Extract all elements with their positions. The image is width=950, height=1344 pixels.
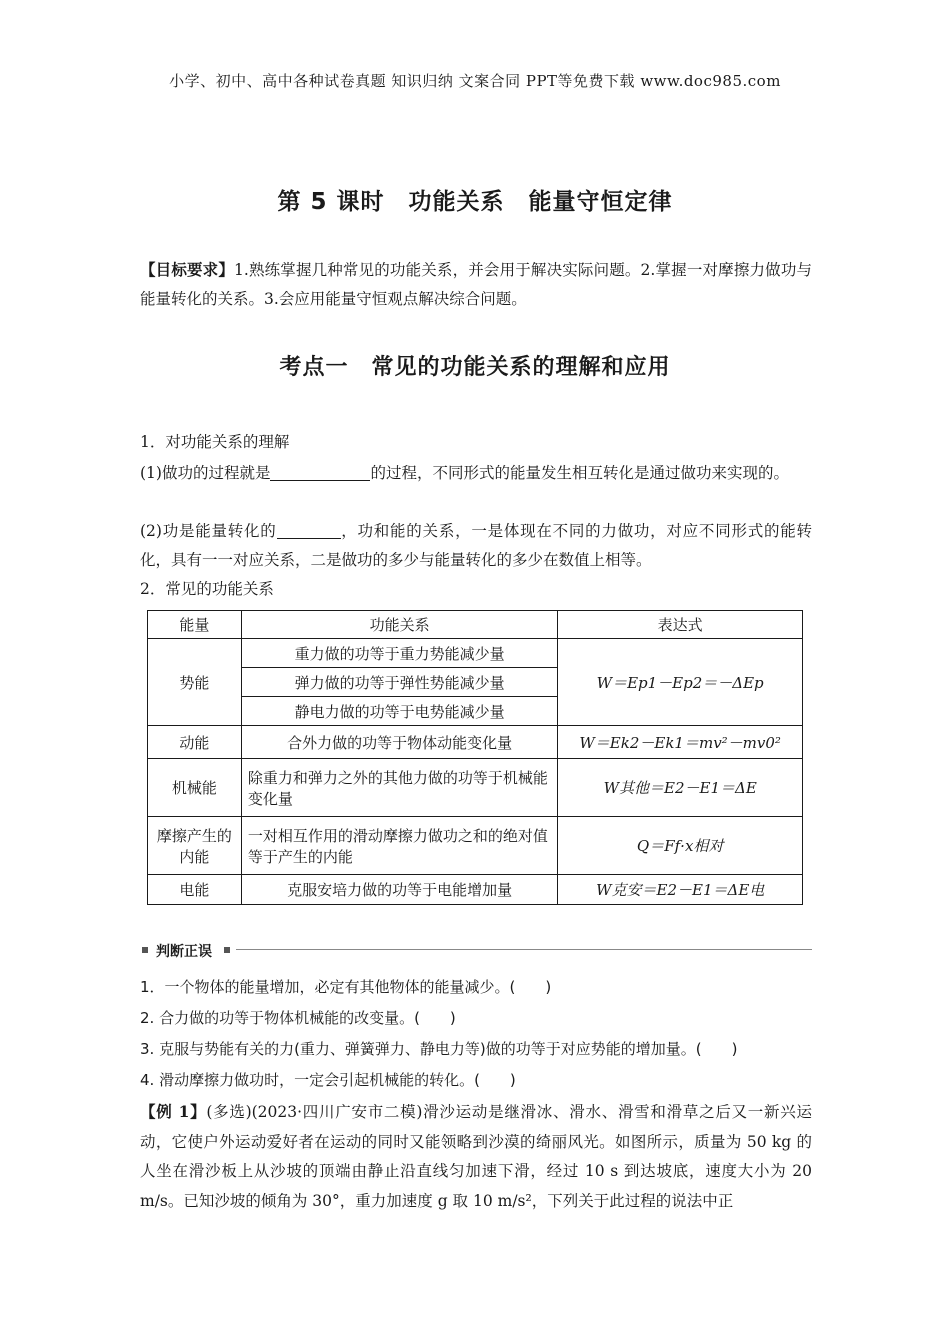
cell-friction-formula: Q＝Ff·x相对 (558, 817, 803, 875)
cell-electric-formula: W克安＝E2－E1＝ΔE电 (558, 875, 803, 905)
judge-section-bar (140, 941, 812, 959)
cell-friction-energy: 摩擦产生的内能 (148, 817, 242, 875)
goal-text: 1.熟练掌握几种常见的功能关系，并会用于解决实际问题。2.掌握一对摩擦力做功与能量转化的关系。3.会应用能量守恒观点解决综合问题。 (140, 261, 812, 308)
table-row (148, 759, 803, 817)
cell-electric-relation: 静电力做的功等于电势能减少量 (241, 697, 557, 726)
cell-kinetic-energy: 动能 (148, 726, 242, 759)
item1-p1 (140, 459, 812, 488)
header-formula: 表达式 (558, 611, 803, 639)
header-energy: 能量 (148, 611, 242, 639)
cell-potential-energy: 势能 (148, 639, 242, 726)
table-header-row (148, 611, 803, 639)
cell-friction-relation: 一对相互作用的滑动摩擦力做功之和的绝对值等于产生的内能 (241, 817, 557, 875)
bullet-square-icon (142, 947, 148, 953)
goal-paragraph (140, 256, 812, 314)
item1-p1-after: 的过程，不同形式的能量发生相互转化是通过做功来实现的。 (370, 464, 789, 482)
cell-mechanical-energy: 机械能 (148, 759, 242, 817)
judge-item: 3. 克服与势能有关的力(重力、弹簧弹力、静电力等)做的功等于对应势能的增加量。( ) (140, 1040, 738, 1058)
cell-mechanical-relation: 除重力和弹力之外的其他力做的功等于机械能变化量 (241, 759, 557, 817)
fill-blank-2[interactable] (277, 520, 341, 539)
item1-p2-before: (2)功是能量转化的 (140, 522, 277, 540)
bullet-square-icon (224, 947, 230, 953)
cell-kinetic-formula: W＝Ek2－Ek1＝mv²－mv0² (558, 726, 803, 759)
example-text: (多选)(2023·四川广安市二模)滑沙运动是继滑冰、滑水、滑雪和滑草之后又一新兴运动，它使户外运动爱好者在运动的同时又能领略到沙漠的绮丽风光。如图所示，质量为 50 kg 的人坐在滑沙板上从沙坡的顶端由静止沿直线匀加速下滑，经过 10 s 到达坡底，速度大小为 20 m/s。已知沙坡的倾角为 30°，重力加速度 g 取 10 m/s²，下列关于此过程的说法中正 (140, 1103, 812, 1210)
section-title: 考点一 常见的功能关系的理解和应用 (279, 355, 671, 380)
judge-item: 4. 滑动摩擦力做功时，一定会引起机械能的转化。( ) (140, 1071, 516, 1089)
item1-p2-after: ，功和能的关系，一是体现在不同的力做功，对应不同形式的能转化，具有一一对应关系，二是做功的多少与能量转化的多少在数值上相等。 (140, 522, 812, 569)
table-row (148, 639, 803, 668)
table-row (148, 726, 803, 759)
cell-electric-energy-relation: 克服安培力做的功等于电能增加量 (241, 875, 557, 905)
judge-item: 2. 合力做的功等于物体机械能的改变量。( ) (140, 1009, 456, 1027)
item1-p1-before: (1)做功的过程就是 (140, 464, 271, 482)
page-header: 小学、初中、高中各种试卷真题 知识归纳 文案合同 PPT等免费下载 www.doc985.com (169, 72, 781, 90)
energy-relations-table (147, 610, 803, 905)
table-row (148, 875, 803, 905)
lesson-title: 第 5 课时 功能关系 能量守恒定律 (277, 189, 673, 215)
cell-kinetic-relation: 合外力做的功等于物体动能变化量 (241, 726, 557, 759)
cell-elastic-relation: 弹力做的功等于弹性势能减少量 (241, 668, 557, 697)
cell-gravity-relation: 重力做的功等于重力势能减少量 (241, 639, 557, 668)
example-tag: 【例 1】 (140, 1102, 207, 1121)
cell-electric-energy: 电能 (148, 875, 242, 905)
goal-tag: 【目标要求】 (140, 261, 234, 279)
cell-mechanical-formula: W其他＝E2－E1＝ΔE (558, 759, 803, 817)
judge-label: 判断正误 (156, 944, 212, 960)
item1-heading: 1．对功能关系的理解 (140, 433, 290, 451)
item2-heading: 2．常见的功能关系 (140, 580, 274, 598)
example-paragraph (140, 1097, 812, 1216)
header-relation: 功能关系 (241, 611, 557, 639)
item1-p2 (140, 517, 812, 575)
judge-item: 1．一个物体的能量增加，必定有其他物体的能量减少。( ) (140, 978, 552, 996)
fill-blank-1[interactable] (270, 462, 370, 481)
divider (236, 949, 812, 950)
table-row (148, 817, 803, 875)
cell-potential-formula: W＝Ep1－Ep2＝－ΔEp (558, 639, 803, 726)
